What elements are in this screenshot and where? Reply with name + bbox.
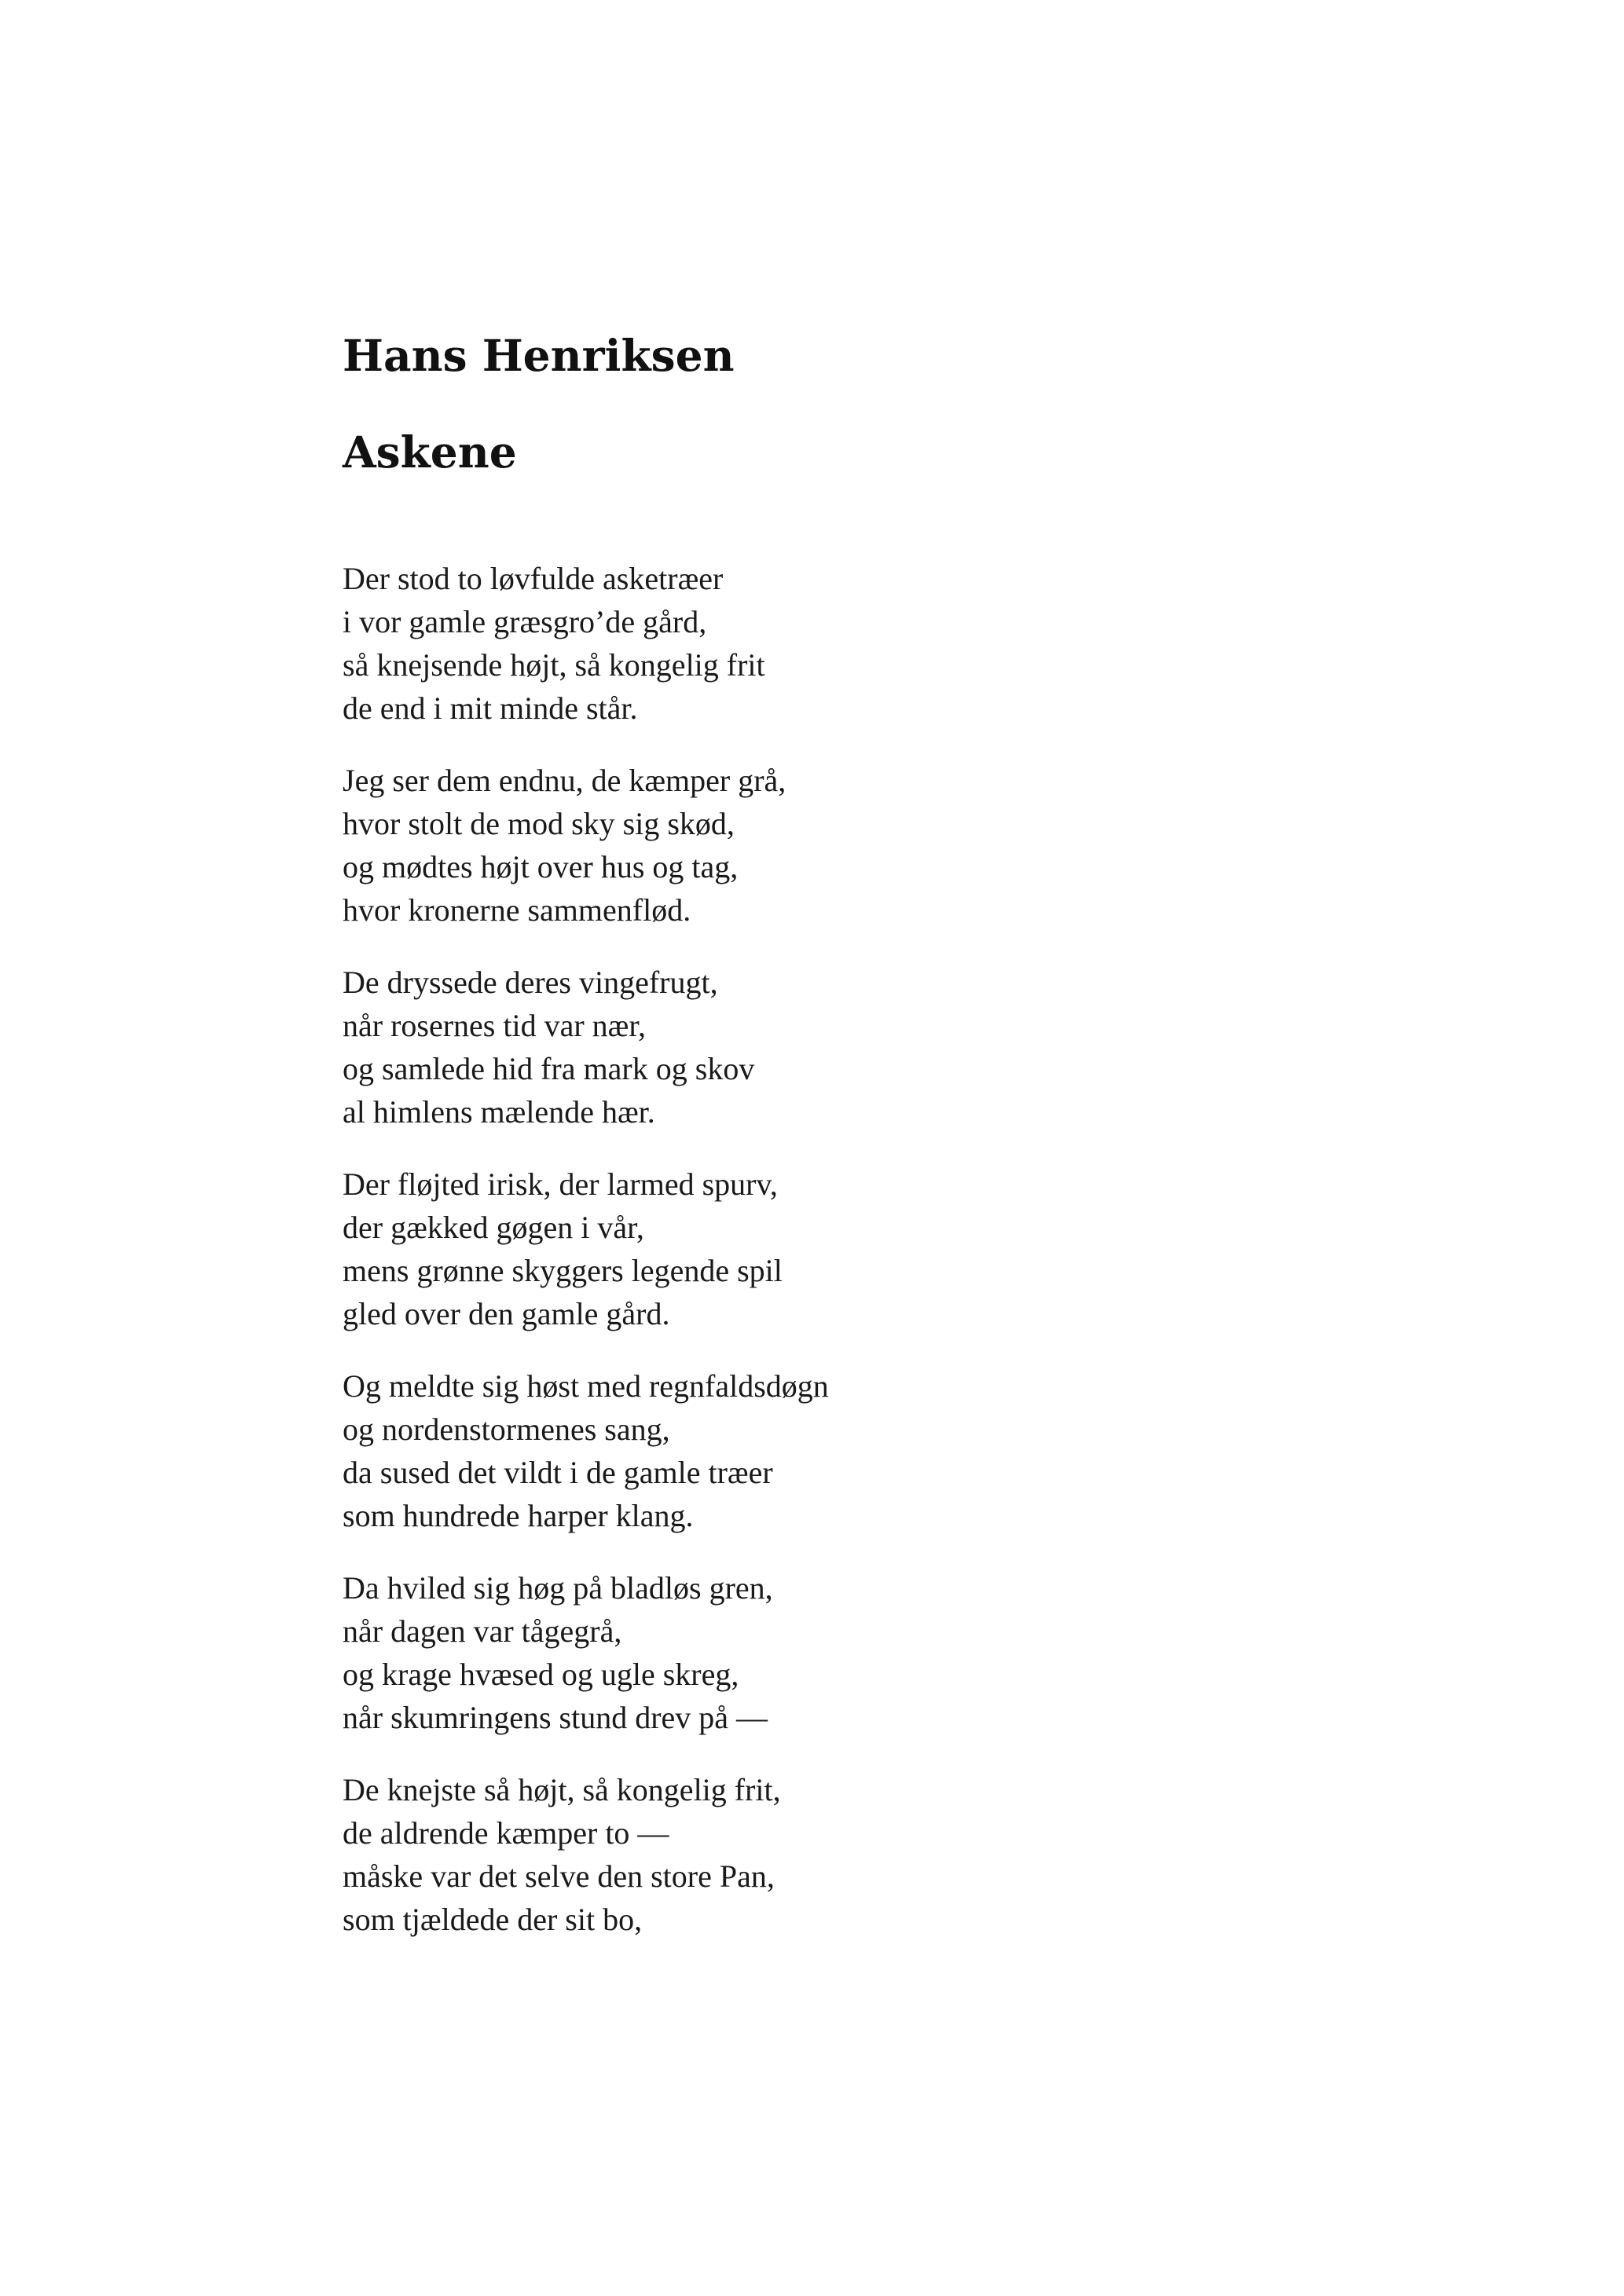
poem-line: og mødtes højt over hus og tag, (343, 849, 739, 884)
stanza-6 (343, 1566, 1443, 1739)
poem-line: Der stod to løvfulde asketræer (343, 561, 724, 596)
stanza-4 (343, 1163, 1443, 1335)
poem-line: Og meldte sig høst med regnfaldsdøgn (343, 1368, 829, 1404)
poem-line: hvor stolt de mod sky sig skød, (343, 806, 735, 841)
poem-line: Der fløjted irisk, der larmed spurv, (343, 1166, 778, 1202)
poem-line: Da hviled sig høg på bladløs gren, (343, 1570, 773, 1606)
poem-line: de end i mit minde står. (343, 690, 638, 726)
poem-line: gled over den gamle gård. (343, 1296, 670, 1331)
poem-line: Jeg ser dem endnu, de kæmper grå, (343, 763, 786, 798)
poem-line: de aldrende kæmper to — (343, 1815, 669, 1851)
poem-body (343, 557, 1443, 1941)
poem-line: og krage hvæsed og ugle skreg, (343, 1657, 739, 1692)
poem-line: al himlens mælende hær. (343, 1094, 655, 1130)
stanza-2 (343, 759, 1443, 932)
poem-line: De knejste så højt, så kongelig frit, (343, 1772, 781, 1807)
stanza-7 (343, 1768, 1443, 1941)
poem-line: når rosernes tid var nær, (343, 1008, 647, 1043)
poem-line: og samlede hid fra mark og skov (343, 1051, 755, 1086)
poem-line: når skumringens stund drev på — (343, 1700, 768, 1735)
poem-line: måske var det selve den store Pan, (343, 1858, 775, 1894)
poem-line: hvor kronerne sammenflød. (343, 892, 691, 928)
poem-line: i vor gamle græsgro’de gård, (343, 604, 707, 639)
poem-line: når dagen var tågegrå, (343, 1613, 622, 1649)
poem-line: der gækked gøgen i vår, (343, 1210, 644, 1245)
poem-title: Askene (343, 427, 517, 478)
stanza-1 (343, 557, 1443, 730)
stanza-3 (343, 961, 1443, 1133)
poem-line: og nordenstormenes sang, (343, 1412, 670, 1447)
poem-line: som hundrede harper klang. (343, 1498, 694, 1533)
poem-line: som tjældede der sit bo, (343, 1902, 643, 1937)
poem-line: da sused det vildt i de gamle træer (343, 1455, 773, 1490)
poem-content (343, 328, 1443, 1970)
poem-line: De dryssede deres vingefrugt, (343, 965, 718, 1000)
poem-line: så knejsende højt, så kongelig frit (343, 647, 765, 683)
poem-line: mens grønne skyggers legende spil (343, 1253, 783, 1288)
stanza-5 (343, 1364, 1443, 1537)
author-name: Hans Henriksen (343, 330, 735, 381)
